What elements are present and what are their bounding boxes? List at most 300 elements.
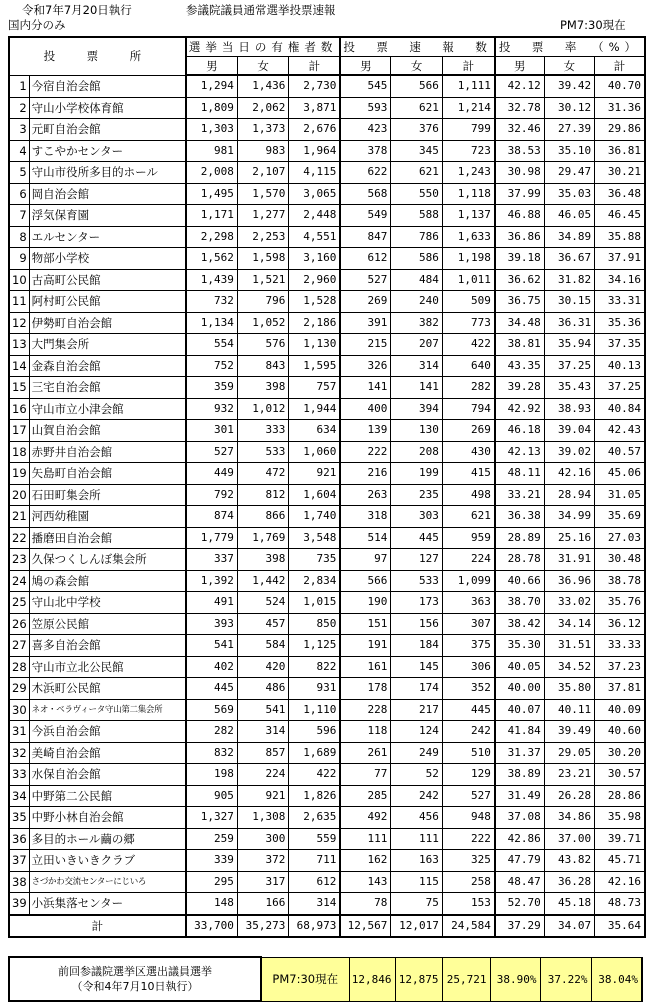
rate-male: 42.12	[495, 75, 544, 97]
station-number: 33	[9, 764, 29, 786]
electors-total: 3,548	[289, 527, 341, 549]
station-name: 浮気保育園	[29, 205, 186, 227]
rate-male: 32.46	[495, 119, 544, 141]
station-number: 2	[9, 97, 29, 119]
table-row	[9, 871, 645, 893]
station-number: 14	[9, 355, 29, 377]
votes-male: 191	[340, 635, 391, 657]
rate-female: 43.82	[544, 850, 594, 872]
votes-male: 143	[340, 871, 391, 893]
station-name: 笠原公民館	[29, 613, 186, 635]
electors-total: 612	[289, 871, 341, 893]
header-row-groups	[9, 37, 645, 57]
votes-male: 318	[340, 506, 391, 528]
table-row	[9, 119, 645, 141]
electors-female: 524	[237, 592, 289, 614]
station-name: 美崎自治会館	[29, 742, 186, 764]
electors-total: 921	[289, 463, 341, 485]
table-row	[9, 506, 645, 528]
votes-female: 345	[391, 140, 442, 162]
votes-female: 163	[391, 850, 442, 872]
votes-total: 621	[442, 506, 495, 528]
station-name: 阿村町公民館	[29, 291, 186, 313]
station-number: 35	[9, 807, 29, 829]
rate-total: 40.84	[595, 398, 645, 420]
rate-female: 40.11	[544, 699, 594, 721]
rate-total: 40.70	[595, 75, 645, 97]
votes-total: 959	[442, 527, 495, 549]
rate-total: 40.57	[595, 441, 645, 463]
electors-total: 2,186	[289, 312, 341, 334]
votes-female: 242	[391, 785, 442, 807]
rate-total: 37.81	[595, 678, 645, 700]
rate-female: 34.89	[544, 226, 594, 248]
electors-female: 866	[237, 506, 289, 528]
rate-female-header: 女	[544, 57, 594, 76]
station-name: 赤野井自治会館	[29, 441, 186, 463]
rate-female: 35.43	[544, 377, 594, 399]
station-name: 多目的ホール繭の郷	[29, 828, 186, 850]
votes-female: 376	[391, 119, 442, 141]
rate-male: 38.70	[495, 592, 544, 614]
electors-male-header: 男	[186, 57, 238, 76]
electors-male: 792	[186, 484, 238, 506]
station-name: 守山市役所多目的ホール	[29, 162, 186, 184]
station-number: 29	[9, 678, 29, 700]
votes-total: 422	[442, 334, 495, 356]
electors-total: 4,551	[289, 226, 341, 248]
electors-total: 596	[289, 721, 341, 743]
station-name: 守山市立北公民館	[29, 656, 186, 678]
station-name: 三宅自治会館	[29, 377, 186, 399]
votes-male: 162	[340, 850, 391, 872]
electors-male: 2,008	[186, 162, 238, 184]
station-name: エルセンター	[29, 226, 186, 248]
electors-male: 932	[186, 398, 238, 420]
votes-female: 786	[391, 226, 442, 248]
station-number: 31	[9, 721, 29, 743]
electors-male: 1,779	[186, 527, 238, 549]
votes-male: 285	[340, 785, 391, 807]
rate-female: 29.47	[544, 162, 594, 184]
table-row	[9, 398, 645, 420]
rate-male: 32.78	[495, 97, 544, 119]
votes-total: 415	[442, 463, 495, 485]
votes-male: 178	[340, 678, 391, 700]
rate-total: 37.35	[595, 334, 645, 356]
rate-male: 40.07	[495, 699, 544, 721]
votes-female: 550	[391, 183, 442, 205]
votes-total: 445	[442, 699, 495, 721]
rate-male: 46.18	[495, 420, 544, 442]
station-name: 喜多自治会館	[29, 635, 186, 657]
votes-male: 111	[340, 828, 391, 850]
electors-male: 541	[186, 635, 238, 657]
station-number: 3	[9, 119, 29, 141]
station-name: 水保自治会館	[29, 764, 186, 786]
electors-female: 1,277	[237, 205, 289, 227]
rate-total-header: 計	[595, 57, 645, 76]
electors-male: 339	[186, 850, 238, 872]
rate-male: 42.86	[495, 828, 544, 850]
station-number: 10	[9, 269, 29, 291]
totals-row	[9, 915, 645, 938]
rate-total: 36.81	[595, 140, 645, 162]
electors-total: 1,740	[289, 506, 341, 528]
station-number: 21	[9, 506, 29, 528]
rate-male: 31.49	[495, 785, 544, 807]
votes-total: 1,011	[442, 269, 495, 291]
electors-male: 445	[186, 678, 238, 700]
votes-total: 307	[442, 613, 495, 635]
station-name: 伊勢町自治会館	[29, 312, 186, 334]
previous-votes-total: 25,721	[442, 957, 490, 1001]
votes-female: 394	[391, 398, 442, 420]
electors-female: 541	[237, 699, 289, 721]
electors-female: 1,570	[237, 183, 289, 205]
rate-female: 23.21	[544, 764, 594, 786]
rate-total: 42.43	[595, 420, 645, 442]
electors-male: 874	[186, 506, 238, 528]
rate-male: 43.35	[495, 355, 544, 377]
total-rate-female: 34.07	[544, 915, 594, 938]
votes-male: 378	[340, 140, 391, 162]
votes-total: 1,137	[442, 205, 495, 227]
electors-male: 1,439	[186, 269, 238, 291]
votes-female: 115	[391, 871, 442, 893]
electors-male: 981	[186, 140, 238, 162]
rate-total: 35.69	[595, 506, 645, 528]
electors-female: 796	[237, 291, 289, 313]
electors-total: 1,595	[289, 355, 341, 377]
votes-female: 314	[391, 355, 442, 377]
rate-total: 27.03	[595, 527, 645, 549]
electors-female: 857	[237, 742, 289, 764]
electors-male: 527	[186, 441, 238, 463]
table-row	[9, 742, 645, 764]
electors-female: 584	[237, 635, 289, 657]
votes-female: 184	[391, 635, 442, 657]
rate-header: 投 票 率 （%）	[495, 37, 645, 57]
station-name: 立田いきいきクラブ	[29, 850, 186, 872]
votes-total: 1,633	[442, 226, 495, 248]
table-row	[9, 807, 645, 829]
rate-male: 38.53	[495, 140, 544, 162]
votes-total: 1,111	[442, 75, 495, 97]
rate-male: 36.62	[495, 269, 544, 291]
table-row	[9, 355, 645, 377]
table-row	[9, 828, 645, 850]
rate-female: 38.93	[544, 398, 594, 420]
votes-total: 282	[442, 377, 495, 399]
table-row	[9, 463, 645, 485]
total-electors-female: 35,273	[237, 915, 289, 938]
rate-total: 35.76	[595, 592, 645, 614]
electors-total: 735	[289, 549, 341, 571]
table-row	[9, 248, 645, 270]
electors-female: 472	[237, 463, 289, 485]
rate-female: 31.51	[544, 635, 594, 657]
rate-male: 40.66	[495, 570, 544, 592]
station-number: 36	[9, 828, 29, 850]
rate-total: 30.57	[595, 764, 645, 786]
station-name: 守山小学校体育館	[29, 97, 186, 119]
table-row	[9, 334, 645, 356]
station-number: 6	[9, 183, 29, 205]
rate-female: 30.15	[544, 291, 594, 313]
rate-total: 31.36	[595, 97, 645, 119]
rate-female: 28.94	[544, 484, 594, 506]
votes-total: 1,214	[442, 97, 495, 119]
votes-total: 794	[442, 398, 495, 420]
rate-male: 36.75	[495, 291, 544, 313]
rate-female: 39.49	[544, 721, 594, 743]
rate-female: 35.03	[544, 183, 594, 205]
votes-female: 75	[391, 893, 442, 915]
votes-female: 621	[391, 97, 442, 119]
rate-female: 31.91	[544, 549, 594, 571]
station-name: 播磨田自治会館	[29, 527, 186, 549]
votes-total: 799	[442, 119, 495, 141]
table-row	[9, 183, 645, 205]
electors-total: 422	[289, 764, 341, 786]
station-name: 大門集会所	[29, 334, 186, 356]
votes-male: 190	[340, 592, 391, 614]
table-row	[9, 226, 645, 248]
electors-male: 1,327	[186, 807, 238, 829]
electors-male: 402	[186, 656, 238, 678]
station-number: 5	[9, 162, 29, 184]
electors-male: 359	[186, 377, 238, 399]
table-row	[9, 785, 645, 807]
electors-male: 337	[186, 549, 238, 571]
electors-male: 1,303	[186, 119, 238, 141]
electors-male: 1,171	[186, 205, 238, 227]
rate-male: 52.70	[495, 893, 544, 915]
electors-female: 398	[237, 549, 289, 571]
votes-total: 1,243	[442, 162, 495, 184]
table-row	[9, 613, 645, 635]
station-number: 1	[9, 75, 29, 97]
votes-total: 258	[442, 871, 495, 893]
table-row	[9, 592, 645, 614]
electors-male: 1,134	[186, 312, 238, 334]
electors-female: 1,436	[237, 75, 289, 97]
votes-male: 228	[340, 699, 391, 721]
station-number: 8	[9, 226, 29, 248]
electors-male: 732	[186, 291, 238, 313]
votes-male: 222	[340, 441, 391, 463]
votes-male: 527	[340, 269, 391, 291]
station-name: 金森自治会館	[29, 355, 186, 377]
votes-total: 224	[442, 549, 495, 571]
electors-male: 752	[186, 355, 238, 377]
rate-male: 38.42	[495, 613, 544, 635]
rate-female: 31.82	[544, 269, 594, 291]
rate-female: 35.80	[544, 678, 594, 700]
station-name: 河西幼稚園	[29, 506, 186, 528]
rate-total: 37.23	[595, 656, 645, 678]
rate-female: 39.04	[544, 420, 594, 442]
votes-total: 948	[442, 807, 495, 829]
electors-female: 576	[237, 334, 289, 356]
electors-female: 983	[237, 140, 289, 162]
station-number: 32	[9, 742, 29, 764]
table-row	[9, 549, 645, 571]
total-rate-total: 35.64	[595, 915, 645, 938]
rate-female: 36.96	[544, 570, 594, 592]
rate-female: 37.00	[544, 828, 594, 850]
report-time: PM7:30現在	[560, 18, 626, 32]
table-row	[9, 269, 645, 291]
previous-votes-male: 12,846	[349, 957, 395, 1001]
votes-male: 118	[340, 721, 391, 743]
rate-total: 37.25	[595, 377, 645, 399]
rate-total: 35.88	[595, 226, 645, 248]
votes-male: 151	[340, 613, 391, 635]
votes-male: 261	[340, 742, 391, 764]
electors-female: 1,521	[237, 269, 289, 291]
votes-total: 363	[442, 592, 495, 614]
station-name: 矢島町自治会館	[29, 463, 186, 485]
votes-total: 430	[442, 441, 495, 463]
station-number: 26	[9, 613, 29, 635]
rate-male: 28.89	[495, 527, 544, 549]
rate-female: 35.10	[544, 140, 594, 162]
previous-election-label-line1: 前回参議院選挙区選出議員選挙	[58, 965, 212, 978]
electors-female: 166	[237, 893, 289, 915]
electors-male: 295	[186, 871, 238, 893]
rate-female: 35.94	[544, 334, 594, 356]
rate-male: 40.05	[495, 656, 544, 678]
rate-female: 36.28	[544, 871, 594, 893]
station-number: 38	[9, 871, 29, 893]
electors-female: 372	[237, 850, 289, 872]
electors-female: 1,373	[237, 119, 289, 141]
station-name: 久保つくしんぼ集会所	[29, 549, 186, 571]
station-number: 39	[9, 893, 29, 915]
electors-total: 931	[289, 678, 341, 700]
total-votes-male: 12,567	[340, 915, 391, 938]
station-header: 投 票 所	[9, 37, 186, 75]
electors-total: 634	[289, 420, 341, 442]
station-number: 16	[9, 398, 29, 420]
table-row	[9, 205, 645, 227]
votes-female: 588	[391, 205, 442, 227]
station-number: 9	[9, 248, 29, 270]
votes-total: 498	[442, 484, 495, 506]
table-row	[9, 377, 645, 399]
rate-total: 39.71	[595, 828, 645, 850]
rate-male: 38.81	[495, 334, 544, 356]
votes-header: 投 票 速 報 数	[340, 37, 495, 57]
previous-rate-female: 37.22%	[540, 957, 591, 1001]
station-number: 34	[9, 785, 29, 807]
electors-male: 449	[186, 463, 238, 485]
turnout-table	[8, 36, 646, 938]
electors-total: 2,960	[289, 269, 341, 291]
votes-female: 621	[391, 162, 442, 184]
rate-female: 30.12	[544, 97, 594, 119]
rate-total: 30.21	[595, 162, 645, 184]
electors-female: 398	[237, 377, 289, 399]
rate-male: 37.99	[495, 183, 544, 205]
electors-male: 1,562	[186, 248, 238, 270]
rate-male: 39.28	[495, 377, 544, 399]
rate-male: 35.30	[495, 635, 544, 657]
electors-total: 1,604	[289, 484, 341, 506]
votes-male: 78	[340, 893, 391, 915]
rate-total: 33.33	[595, 635, 645, 657]
electors-total: 822	[289, 656, 341, 678]
rate-total: 33.31	[595, 291, 645, 313]
station-number: 19	[9, 463, 29, 485]
rate-male: 28.78	[495, 549, 544, 571]
votes-total: 527	[442, 785, 495, 807]
electors-male: 393	[186, 613, 238, 635]
votes-female: 240	[391, 291, 442, 313]
votes-female: 141	[391, 377, 442, 399]
station-number: 17	[9, 420, 29, 442]
votes-total-header: 計	[442, 57, 495, 76]
table-row	[9, 291, 645, 313]
table-row	[9, 527, 645, 549]
table-row	[9, 312, 645, 334]
votes-female: 303	[391, 506, 442, 528]
votes-male: 269	[340, 291, 391, 313]
rate-total: 30.48	[595, 549, 645, 571]
votes-female-header: 女	[391, 57, 442, 76]
electors-total: 1,964	[289, 140, 341, 162]
electors-total: 2,730	[289, 75, 341, 97]
previous-election-label-line2: （令和4年7月10日執行）	[71, 980, 199, 993]
station-number: 12	[9, 312, 29, 334]
electors-female: 1,012	[237, 398, 289, 420]
rate-total: 35.98	[595, 807, 645, 829]
rate-total: 42.16	[595, 871, 645, 893]
table-row	[9, 893, 645, 915]
rate-male: 46.88	[495, 205, 544, 227]
votes-total: 773	[442, 312, 495, 334]
votes-total: 1,099	[442, 570, 495, 592]
electors-female: 921	[237, 785, 289, 807]
votes-female: 207	[391, 334, 442, 356]
total-electors-total: 68,973	[289, 915, 341, 938]
electors-male: 259	[186, 828, 238, 850]
votes-total: 306	[442, 656, 495, 678]
votes-male: 847	[340, 226, 391, 248]
electors-female: 2,253	[237, 226, 289, 248]
votes-total: 640	[442, 355, 495, 377]
rate-male: 42.92	[495, 398, 544, 420]
votes-female: 52	[391, 764, 442, 786]
rate-female: 36.67	[544, 248, 594, 270]
votes-total: 375	[442, 635, 495, 657]
rate-total: 45.71	[595, 850, 645, 872]
total-votes-total: 24,584	[442, 915, 495, 938]
rate-female: 33.02	[544, 592, 594, 614]
rate-total: 35.36	[595, 312, 645, 334]
station-number: 25	[9, 592, 29, 614]
rate-male: 38.89	[495, 764, 544, 786]
electors-total: 1,130	[289, 334, 341, 356]
rate-male: 39.18	[495, 248, 544, 270]
rate-female: 39.02	[544, 441, 594, 463]
electors-male: 2,298	[186, 226, 238, 248]
rate-male: 48.11	[495, 463, 544, 485]
previous-votes-female: 12,875	[395, 957, 442, 1001]
rate-female: 45.18	[544, 893, 594, 915]
